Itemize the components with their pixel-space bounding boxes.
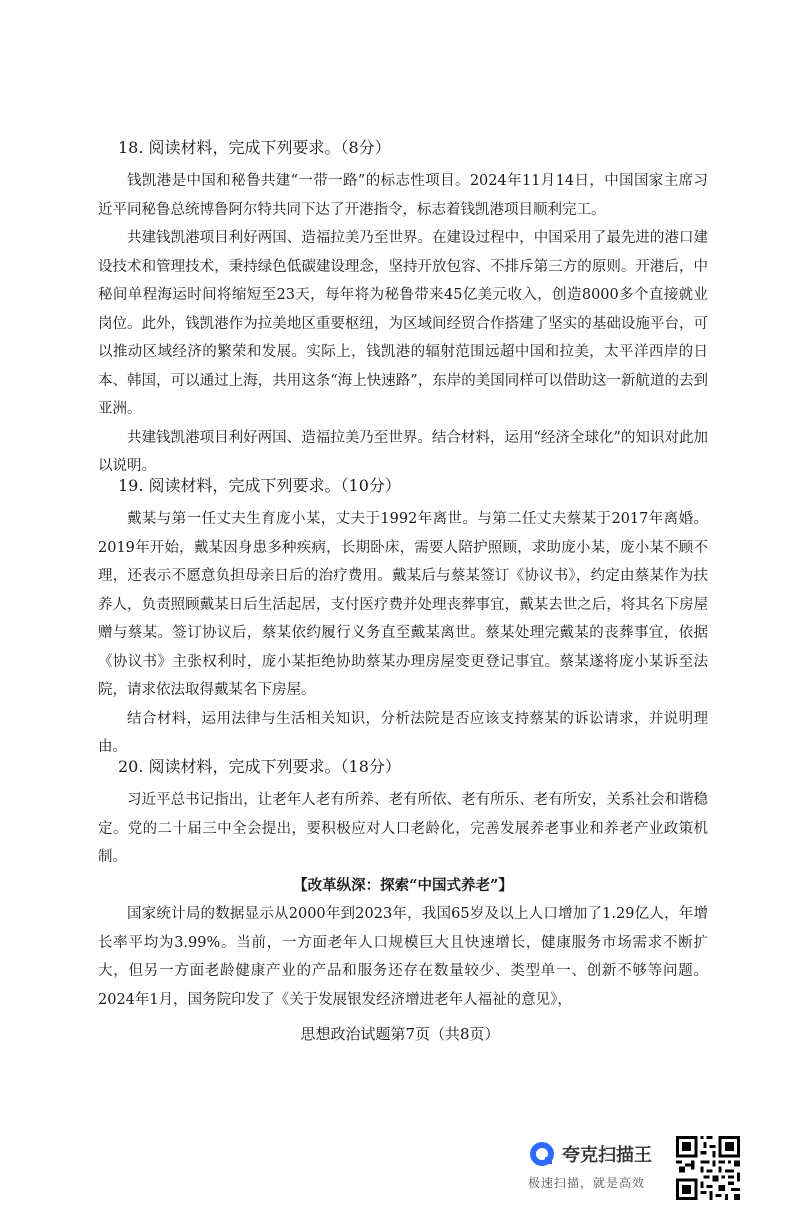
question-18 <box>98 137 708 481</box>
question-18-paragraph: 共建钱凯港项目利好两国、造福拉美乃至世界。在建设过程中，中国采用了最先进的港口建设技术和管理技术，秉持绿色低碳建设理念，坚持开放包容、不排斥第三方的原则。开港后，中秘间单程海运时间将缩短至23天，每年将为秘鲁带来45亿美元收入，创造8000多个直接就业岗位。此外，钱凯港作为拉美地区重要枢纽，为区域间经贸合作搭建了坚实的基础设施平台，可以推动区域经济的繁荣和发展。实际上，钱凯港的辐射范围远超中国和拉美，太平洋西岸的日本、韩国，可以通过上海，共用这条“海上快速路”，东岸的美国同样可以借助这一新航道的去到亚洲。 <box>98 230 708 417</box>
question-20-subtitle: 【改革纵深：探索“中国式养老”】 <box>293 876 513 894</box>
question-20-body: 国家统计局的数据显示从2000年到2023年，我国65岁及以上人口增加了1.29亿人，年增长率平均为3.99%。当前，一方面老年人口规模巨大且快速增长，健康服务市场需求不断扩大，但另一方面老龄健康产业的产品和服务还存在数量较少、类型单一、创新不够等问题。2024年1月，国务院印发了《关于发展银发经济增进老年人福祉的意见》， <box>98 906 708 1008</box>
question-19 <box>98 475 708 762</box>
question-18-title: 18. 阅读材料，完成下列要求。（8分） <box>118 138 391 157</box>
question-19-prompt: 结合材料，运用法律与生活相关知识，分析法院是否应该支持蔡某的诉讼请求，并说明理由。 <box>98 710 708 755</box>
question-20 <box>98 756 708 1014</box>
qr-code-icon <box>676 1136 740 1200</box>
page-footer: 思想政治试题第7页（共8页） <box>300 1025 500 1043</box>
question-18-prompt: 共建钱凯港项目利好两国、造福拉美乃至世界。结合材料，运用“经济全球化”的知识对此加以说明。 <box>98 429 708 474</box>
question-20-title: 20. 阅读材料，完成下列要求。（18分） <box>118 757 401 776</box>
question-20-intro: 习近平总书记指出，让老年人老有所养、老有所依、老有所乐、老有所安，关系社会和谐稳定。党的二十届三中全会提出，要积极应对人口老龄化，完善发展养老事业和养老产业政策机制。 <box>98 792 708 865</box>
brand-name: 夸克扫描王 <box>562 1145 652 1166</box>
brand-slogan: 极速扫描，就是高效 <box>528 1176 646 1190</box>
question-19-paragraph: 戴某与第一任丈夫生育庞小某，丈夫于1992年离世。与第二任丈夫蔡某于2017年离婚。2019年开始，戴某因身患多种疾病，长期卧床，需要人陪护照顾，求助庞小某，庞小某不顾不理，还表示不愿意负担母亲日后的治疗费用。戴某后与蔡某签订《协议书》，约定由蔡某作为扶养人，负责照顾戴某日后生活起居，支付医疗费并处理丧葬事宜，戴某去世之后，将其名下房屋赠与蔡某。签订协议后，蔡某依约履行义务直至戴某离世。蔡某处理完戴某的丧葬事宜，依据《协议书》主张权利时，庞小某拒绝协助蔡某办理房屋变更登记事宜。蔡某遂将庞小某诉至法院，请求依法取得戴某名下房屋。 <box>98 511 708 698</box>
scanner-watermark <box>528 1140 678 1191</box>
question-19-title: 19. 阅读材料，完成下列要求。（10分） <box>118 476 401 495</box>
quark-logo-icon <box>528 1140 556 1168</box>
question-18-paragraph: 钱凯港是中国和秘鲁共建“一带一路”的标志性项目。2024年11月14日，中国国家主席习近平同秘鲁总统博鲁阿尔特共同下达了开港指令，标志着钱凯港项目顺利完工。 <box>98 173 708 218</box>
